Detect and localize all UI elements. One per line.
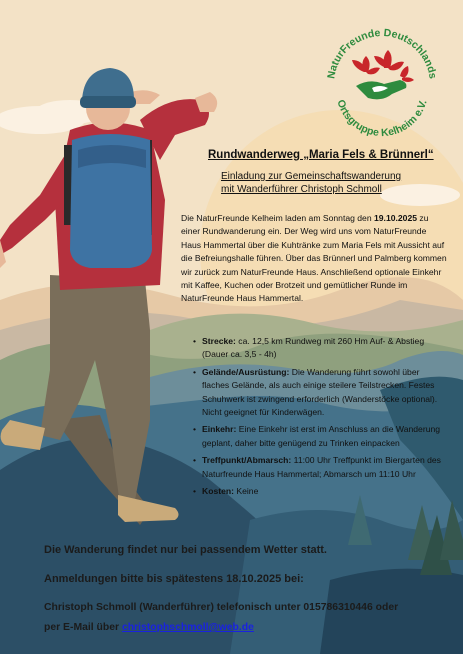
intro-after-date: zu einer Rundwanderung ein. Der Weg wird uns vom NaturFreunde Haus Hammertal über die Kuhtränke zum Maria Fels mit Aussicht auf die Befreiungshalle führen. Über das Brünnerl und Palmberg kommen wir zurück zum NaturFreunde Haus. Anschließend optionale Einkehr mit Kaffee, Kuchen oder Brotzeit und gemütlicher Runde im NaturFreunde Haus Hammertal. <box>181 213 447 304</box>
list-item <box>193 454 448 481</box>
email-link[interactable]: christophschmoll@web.de <box>121 622 254 633</box>
logo-text-bottom: Ortsgruppe Kelheim e.V. <box>334 98 430 140</box>
svg-text:Ortsgruppe Kelheim e.V. <box>334 98 429 139</box>
page-title: Rundwanderweg „Maria Fels & Brünnerl“ <box>208 149 434 161</box>
logo-text-top: NaturFreunde Deutschlands <box>325 26 439 80</box>
detail-text: 11:00 Uhr Treffpunkt im Biergarten des Naturfreunde Haus Hammertal; Abmarsch um 11:10 Uhr <box>202 455 441 479</box>
weather-note: Die Wanderung findet nur bei passendem Wetter statt. <box>44 544 327 556</box>
detail-label: Einkehr: <box>202 424 237 435</box>
detail-text: Die Wanderung führt sowohl über flaches Gelände, als auch einige steilere Teilstrecken. Festes Schuhwerk ist zwingend erforderlich (Wanderstöcke optional). Nicht geeignet für Kinderwägen. <box>202 366 438 418</box>
detail-text: Eine Einkehr ist erst im Anschluss an die Wanderung geplant, daher bitte genügend zu Trinken einpacken <box>202 424 441 448</box>
detail-label: Kosten: <box>202 486 234 497</box>
contact-line: Christoph Schmoll (Wanderführer) telefonisch unter 015786310446 oder <box>44 602 399 613</box>
detail-label: Gelände/Ausrüstung: <box>202 366 290 377</box>
detail-text: Keine <box>234 486 259 497</box>
detail-text: ca. 12,5 km Rundweg mit 260 Hm Auf- & Abstieg (Dauer ca. 3,5 - 4h) <box>202 336 425 360</box>
detail-label: Strecke: <box>202 336 236 346</box>
email-prefix: per E-Mail über <box>44 622 122 633</box>
handshake-icon <box>356 80 406 99</box>
list-item <box>193 335 448 362</box>
event-date: 19.10.2025 <box>374 213 418 223</box>
flower-icon <box>352 50 414 82</box>
list-item <box>193 485 448 498</box>
details-list <box>193 335 448 502</box>
detail-label: Treffpunkt/Abmarsch: <box>202 455 292 466</box>
email-line <box>44 622 444 633</box>
subtitle-line-1: Einladung zur Gemeinschaftswanderung <box>221 171 402 182</box>
list-item <box>193 423 448 450</box>
page-subtitle <box>221 170 451 196</box>
subtitle-line-2: mit Wanderführer Christoph Schmoll <box>221 184 382 195</box>
registration-note: Anmeldungen bitte bis spätestens 18.10.2025 bei: <box>44 573 304 585</box>
list-item <box>193 366 448 420</box>
intro-before-date: Die NaturFreunde Kelheim laden am Sonntag den <box>181 213 374 223</box>
intro-paragraph <box>181 212 447 306</box>
naturfreunde-logo <box>322 20 442 140</box>
svg-text:NaturFreunde Deutschlands <box>325 27 438 80</box>
